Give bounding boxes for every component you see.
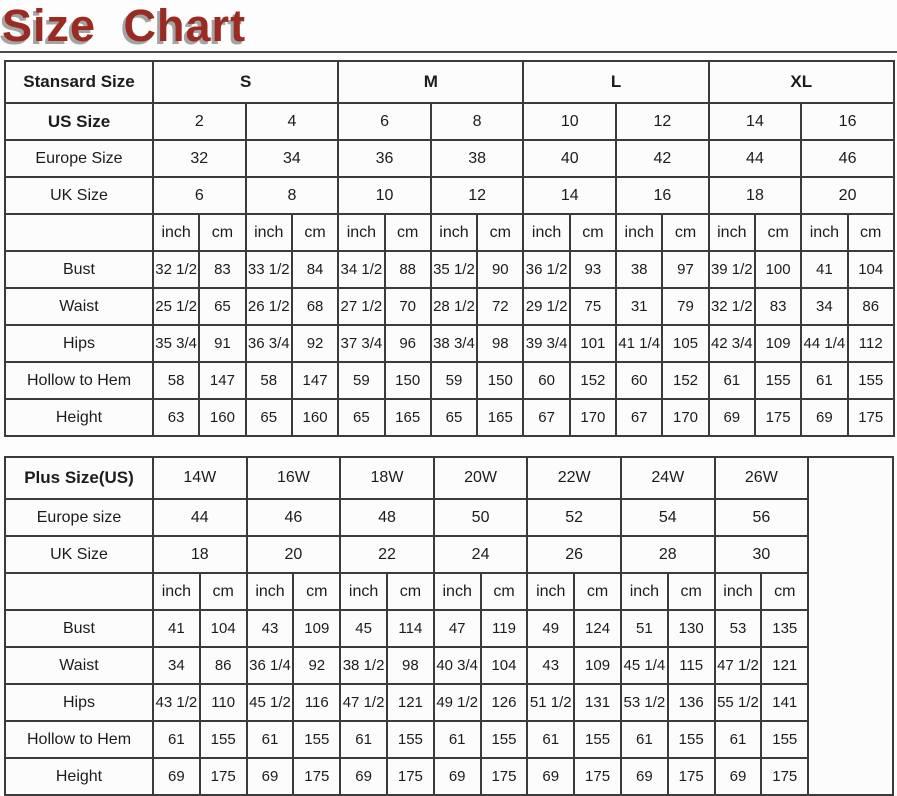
table-row <box>5 103 894 140</box>
unit-cell: cm <box>848 214 894 251</box>
row-label: Height <box>5 399 153 436</box>
measure-cm-cell: 175 <box>668 758 715 795</box>
table-row <box>5 140 894 177</box>
row-label: Europe size <box>5 499 153 536</box>
size-value-cell: 32 <box>153 140 246 177</box>
measure-cm-cell: 68 <box>292 288 338 325</box>
size-value-cell: 14 <box>709 103 802 140</box>
measure-inch-cell: 43 <box>527 647 574 684</box>
unit-cell: cm <box>385 214 431 251</box>
measure-cm-cell: 155 <box>761 721 808 758</box>
measure-cm-cell: 84 <box>292 251 338 288</box>
row-label: Hips <box>5 684 153 721</box>
unit-cell: inch <box>153 573 200 610</box>
measure-inch-cell: 67 <box>523 399 569 436</box>
measure-inch-cell: 49 <box>527 610 574 647</box>
size-value-cell: 16 <box>801 103 894 140</box>
size-value-cell: 42 <box>616 140 709 177</box>
size-cell: 20W <box>434 457 528 499</box>
measure-cm-cell: 141 <box>761 684 808 721</box>
unit-cell: cm <box>570 214 616 251</box>
measure-cm-cell: 83 <box>755 288 801 325</box>
title-divider <box>0 51 897 53</box>
plus-size-table <box>4 456 894 796</box>
measure-cm-cell: 72 <box>477 288 523 325</box>
measure-cm-cell: 126 <box>481 684 528 721</box>
size-cell: 22W <box>527 457 621 499</box>
measure-inch-cell: 69 <box>247 758 294 795</box>
measure-inch-cell: 34 1/2 <box>338 251 384 288</box>
measure-inch-cell: 38 <box>616 251 662 288</box>
measure-cm-cell: 155 <box>848 362 894 399</box>
size-value-cell: 30 <box>715 536 809 573</box>
measure-inch-cell: 69 <box>709 399 755 436</box>
size-value-cell: 24 <box>434 536 528 573</box>
table-row <box>5 758 893 795</box>
row-label: Hollow to Hem <box>5 362 153 399</box>
measure-inch-cell: 69 <box>153 758 200 795</box>
measure-cm-cell: 152 <box>662 362 708 399</box>
measure-inch-cell: 69 <box>621 758 668 795</box>
row-label <box>5 573 153 610</box>
measure-cm-cell: 175 <box>761 758 808 795</box>
measure-inch-cell: 32 1/2 <box>709 288 755 325</box>
size-value-cell: 12 <box>616 103 709 140</box>
size-value-cell: 18 <box>153 536 247 573</box>
measure-inch-cell: 63 <box>153 399 199 436</box>
measure-inch-cell: 61 <box>434 721 481 758</box>
size-value-cell: 4 <box>246 103 339 140</box>
measure-inch-cell: 67 <box>616 399 662 436</box>
measure-cm-cell: 155 <box>668 721 715 758</box>
measure-cm-cell: 101 <box>570 325 616 362</box>
measure-cm-cell: 160 <box>199 399 245 436</box>
table-row <box>5 684 893 721</box>
unit-cell: inch <box>801 214 847 251</box>
measure-cm-cell: 93 <box>570 251 616 288</box>
measure-cm-cell: 88 <box>385 251 431 288</box>
measure-cm-cell: 150 <box>477 362 523 399</box>
size-value-cell: 50 <box>434 499 528 536</box>
measure-inch-cell: 51 1/2 <box>527 684 574 721</box>
measure-cm-cell: 91 <box>199 325 245 362</box>
unit-cell: cm <box>481 573 528 610</box>
measure-cm-cell: 65 <box>199 288 245 325</box>
size-group-cell: M <box>338 61 523 103</box>
unit-cell: cm <box>293 573 340 610</box>
size-cell: 24W <box>621 457 715 499</box>
measure-cm-cell: 104 <box>200 610 247 647</box>
measure-cm-cell: 109 <box>574 647 621 684</box>
size-value-cell: 26 <box>527 536 621 573</box>
size-value-cell: 22 <box>340 536 434 573</box>
table-row <box>5 251 894 288</box>
size-cell: 26W <box>715 457 809 499</box>
measure-inch-cell: 61 <box>709 362 755 399</box>
size-value-cell: 36 <box>338 140 431 177</box>
size-value-cell: 38 <box>431 140 524 177</box>
measure-inch-cell: 43 <box>247 610 294 647</box>
measure-cm-cell: 160 <box>292 399 338 436</box>
measure-cm-cell: 86 <box>200 647 247 684</box>
measure-inch-cell: 69 <box>715 758 762 795</box>
unit-cell: inch <box>246 214 292 251</box>
measure-inch-cell: 36 3/4 <box>246 325 292 362</box>
measure-cm-cell: 98 <box>477 325 523 362</box>
measure-inch-cell: 69 <box>527 758 574 795</box>
measure-cm-cell: 86 <box>848 288 894 325</box>
table-row <box>5 721 893 758</box>
measure-inch-cell: 32 1/2 <box>153 251 199 288</box>
unit-cell: cm <box>477 214 523 251</box>
measure-cm-cell: 97 <box>662 251 708 288</box>
measure-inch-cell: 58 <box>153 362 199 399</box>
measure-inch-cell: 60 <box>616 362 662 399</box>
measure-cm-cell: 130 <box>668 610 715 647</box>
standard-size-table <box>4 60 895 437</box>
table-row <box>5 177 894 214</box>
measure-inch-cell: 40 3/4 <box>434 647 481 684</box>
unit-cell: cm <box>662 214 708 251</box>
size-value-cell: 18 <box>709 177 802 214</box>
unit-cell: inch <box>431 214 477 251</box>
size-value-cell: 44 <box>153 499 247 536</box>
measure-cm-cell: 155 <box>574 721 621 758</box>
measure-inch-cell: 39 1/2 <box>709 251 755 288</box>
unit-cell: cm <box>387 573 434 610</box>
measure-inch-cell: 38 3/4 <box>431 325 477 362</box>
unit-cell: inch <box>247 573 294 610</box>
measure-cm-cell: 165 <box>385 399 431 436</box>
unit-cell: cm <box>199 214 245 251</box>
measure-inch-cell: 25 1/2 <box>153 288 199 325</box>
measure-cm-cell: 121 <box>761 647 808 684</box>
measure-cm-cell: 90 <box>477 251 523 288</box>
size-value-cell: 56 <box>715 499 809 536</box>
table-row <box>5 573 893 610</box>
unit-cell: cm <box>755 214 801 251</box>
size-value-cell: 20 <box>247 536 341 573</box>
measure-inch-cell: 42 3/4 <box>709 325 755 362</box>
measure-inch-cell: 41 <box>153 610 200 647</box>
measure-inch-cell: 59 <box>431 362 477 399</box>
table-row <box>5 61 894 103</box>
measure-cm-cell: 92 <box>292 325 338 362</box>
measure-inch-cell: 61 <box>621 721 668 758</box>
measure-cm-cell: 155 <box>755 362 801 399</box>
unit-cell: cm <box>574 573 621 610</box>
measure-cm-cell: 104 <box>481 647 528 684</box>
measure-cm-cell: 170 <box>570 399 616 436</box>
measure-inch-cell: 61 <box>340 721 387 758</box>
measure-cm-cell: 175 <box>481 758 528 795</box>
size-value-cell: 28 <box>621 536 715 573</box>
measure-cm-cell: 155 <box>293 721 340 758</box>
table-row <box>5 288 894 325</box>
unit-cell: inch <box>527 573 574 610</box>
measure-cm-cell: 124 <box>574 610 621 647</box>
row-label <box>5 214 153 251</box>
measure-inch-cell: 69 <box>340 758 387 795</box>
measure-cm-cell: 165 <box>477 399 523 436</box>
measure-cm-cell: 152 <box>570 362 616 399</box>
unit-cell: cm <box>761 573 808 610</box>
measure-inch-cell: 41 <box>801 251 847 288</box>
row-label: Hips <box>5 325 153 362</box>
table-row <box>5 325 894 362</box>
measure-inch-cell: 45 <box>340 610 387 647</box>
size-value-cell: 10 <box>523 103 616 140</box>
unit-cell: inch <box>338 214 384 251</box>
measure-inch-cell: 37 3/4 <box>338 325 384 362</box>
measure-cm-cell: 115 <box>668 647 715 684</box>
measure-inch-cell: 61 <box>527 721 574 758</box>
size-value-cell: 12 <box>431 177 524 214</box>
row-label: Hollow to Hem <box>5 721 153 758</box>
measure-cm-cell: 155 <box>387 721 434 758</box>
size-value-cell: 6 <box>153 177 246 214</box>
measure-cm-cell: 114 <box>387 610 434 647</box>
measure-inch-cell: 49 1/2 <box>434 684 481 721</box>
row-label: UK Size <box>5 177 153 214</box>
measure-inch-cell: 45 1/2 <box>247 684 294 721</box>
row-label: US Size <box>5 103 153 140</box>
table-row <box>5 647 893 684</box>
measure-inch-cell: 41 1/4 <box>616 325 662 362</box>
size-value-cell: 40 <box>523 140 616 177</box>
measure-inch-cell: 69 <box>801 399 847 436</box>
measure-cm-cell: 112 <box>848 325 894 362</box>
size-value-cell: 20 <box>801 177 894 214</box>
measure-inch-cell: 58 <box>246 362 292 399</box>
measure-inch-cell: 26 1/2 <box>246 288 292 325</box>
measure-cm-cell: 92 <box>293 647 340 684</box>
unit-cell: inch <box>709 214 755 251</box>
measure-cm-cell: 119 <box>481 610 528 647</box>
unit-cell: inch <box>153 214 199 251</box>
size-group-cell: S <box>153 61 338 103</box>
measure-inch-cell: 34 <box>153 647 200 684</box>
measure-inch-cell: 65 <box>431 399 477 436</box>
measure-cm-cell: 116 <box>293 684 340 721</box>
measure-cm-cell: 135 <box>761 610 808 647</box>
size-value-cell: 2 <box>153 103 246 140</box>
row-label: Bust <box>5 251 153 288</box>
measure-inch-cell: 61 <box>153 721 200 758</box>
table-row <box>5 457 893 499</box>
size-group-cell: XL <box>709 61 894 103</box>
measure-cm-cell: 175 <box>755 399 801 436</box>
measure-cm-cell: 175 <box>574 758 621 795</box>
page-title: Size Chart <box>2 0 247 51</box>
measure-inch-cell: 61 <box>247 721 294 758</box>
measure-inch-cell: 35 3/4 <box>153 325 199 362</box>
measure-inch-cell: 35 1/2 <box>431 251 477 288</box>
size-value-cell: 14 <box>523 177 616 214</box>
unit-cell: inch <box>715 573 762 610</box>
measure-inch-cell: 27 1/2 <box>338 288 384 325</box>
measure-inch-cell: 47 1/2 <box>340 684 387 721</box>
measure-inch-cell: 55 1/2 <box>715 684 762 721</box>
measure-inch-cell: 29 1/2 <box>523 288 569 325</box>
measure-inch-cell: 47 <box>434 610 481 647</box>
size-value-cell: 16 <box>616 177 709 214</box>
measure-cm-cell: 147 <box>292 362 338 399</box>
table-row <box>5 399 894 436</box>
size-value-cell: 10 <box>338 177 431 214</box>
measure-cm-cell: 175 <box>200 758 247 795</box>
row-label: Bust <box>5 610 153 647</box>
measure-inch-cell: 60 <box>523 362 569 399</box>
measure-cm-cell: 105 <box>662 325 708 362</box>
size-cell: 14W <box>153 457 247 499</box>
size-value-cell: 8 <box>431 103 524 140</box>
measure-inch-cell: 47 1/2 <box>715 647 762 684</box>
measure-cm-cell: 75 <box>570 288 616 325</box>
measure-cm-cell: 131 <box>574 684 621 721</box>
measure-inch-cell: 31 <box>616 288 662 325</box>
measure-inch-cell: 43 1/2 <box>153 684 200 721</box>
measure-cm-cell: 150 <box>385 362 431 399</box>
size-value-cell: 46 <box>247 499 341 536</box>
row-label: Waist <box>5 288 153 325</box>
table-row <box>5 610 893 647</box>
row-label: Waist <box>5 647 153 684</box>
unit-cell: inch <box>621 573 668 610</box>
row-label: UK Size <box>5 536 153 573</box>
table-row <box>5 362 894 399</box>
measure-inch-cell: 59 <box>338 362 384 399</box>
measure-inch-cell: 45 1/4 <box>621 647 668 684</box>
measure-inch-cell: 44 1/4 <box>801 325 847 362</box>
measure-cm-cell: 104 <box>848 251 894 288</box>
measure-cm-cell: 100 <box>755 251 801 288</box>
size-value-cell: 52 <box>527 499 621 536</box>
corner-label: Plus Size(US) <box>5 457 153 499</box>
measure-inch-cell: 53 1/2 <box>621 684 668 721</box>
measure-inch-cell: 65 <box>338 399 384 436</box>
measure-cm-cell: 96 <box>385 325 431 362</box>
size-value-cell: 46 <box>801 140 894 177</box>
measure-inch-cell: 36 1/4 <box>247 647 294 684</box>
row-label: Height <box>5 758 153 795</box>
measure-inch-cell: 65 <box>246 399 292 436</box>
unit-cell: inch <box>340 573 387 610</box>
empty-end-cell <box>808 457 893 795</box>
unit-cell: cm <box>200 573 247 610</box>
measure-cm-cell: 175 <box>848 399 894 436</box>
measure-cm-cell: 109 <box>755 325 801 362</box>
measure-cm-cell: 121 <box>387 684 434 721</box>
unit-cell: inch <box>523 214 569 251</box>
measure-inch-cell: 61 <box>801 362 847 399</box>
measure-inch-cell: 53 <box>715 610 762 647</box>
measure-cm-cell: 175 <box>293 758 340 795</box>
measure-cm-cell: 147 <box>199 362 245 399</box>
measure-cm-cell: 83 <box>199 251 245 288</box>
corner-label: Stansard Size <box>5 61 153 103</box>
measure-inch-cell: 28 1/2 <box>431 288 477 325</box>
size-value-cell: 8 <box>246 177 339 214</box>
measure-cm-cell: 109 <box>293 610 340 647</box>
measure-inch-cell: 61 <box>715 721 762 758</box>
unit-cell: cm <box>292 214 338 251</box>
measure-inch-cell: 34 <box>801 288 847 325</box>
size-value-cell: 44 <box>709 140 802 177</box>
measure-cm-cell: 155 <box>481 721 528 758</box>
size-value-cell: 54 <box>621 499 715 536</box>
measure-inch-cell: 33 1/2 <box>246 251 292 288</box>
size-value-cell: 34 <box>246 140 339 177</box>
measure-cm-cell: 155 <box>200 721 247 758</box>
measure-inch-cell: 69 <box>434 758 481 795</box>
measure-cm-cell: 175 <box>387 758 434 795</box>
unit-cell: inch <box>616 214 662 251</box>
measure-cm-cell: 170 <box>662 399 708 436</box>
measure-cm-cell: 79 <box>662 288 708 325</box>
size-value-cell: 48 <box>340 499 434 536</box>
table-row <box>5 499 893 536</box>
measure-inch-cell: 36 1/2 <box>523 251 569 288</box>
measure-cm-cell: 136 <box>668 684 715 721</box>
row-label: Europe Size <box>5 140 153 177</box>
table-row <box>5 214 894 251</box>
size-cell: 18W <box>340 457 434 499</box>
measure-cm-cell: 110 <box>200 684 247 721</box>
size-group-cell: L <box>523 61 708 103</box>
measure-inch-cell: 51 <box>621 610 668 647</box>
unit-cell: inch <box>434 573 481 610</box>
size-cell: 16W <box>247 457 341 499</box>
unit-cell: cm <box>668 573 715 610</box>
measure-inch-cell: 39 3/4 <box>523 325 569 362</box>
measure-inch-cell: 38 1/2 <box>340 647 387 684</box>
table-row <box>5 536 893 573</box>
measure-cm-cell: 98 <box>387 647 434 684</box>
size-value-cell: 6 <box>338 103 431 140</box>
measure-cm-cell: 70 <box>385 288 431 325</box>
